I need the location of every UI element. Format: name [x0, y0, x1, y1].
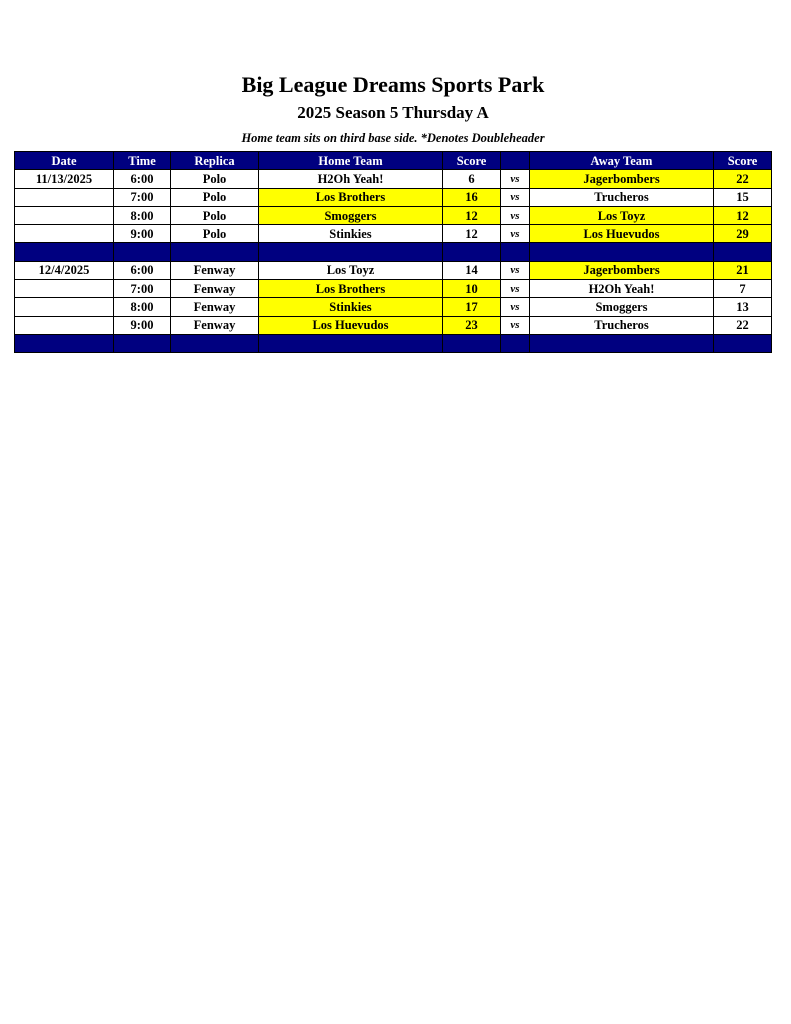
game-time: 7:00 [114, 188, 171, 206]
schedule-body [15, 170, 772, 353]
separator-cell [501, 334, 530, 352]
vs-label: vs [501, 206, 530, 224]
game-date [15, 188, 114, 206]
separator-cell [114, 243, 171, 261]
game-field: Polo [171, 206, 259, 224]
game-time: 8:00 [114, 298, 171, 316]
separator-cell [15, 243, 114, 261]
home-score: 16 [443, 188, 501, 206]
game-date: 12/4/2025 [15, 261, 114, 279]
game-row [15, 206, 772, 224]
home-score: 6 [443, 170, 501, 188]
home-score: 17 [443, 298, 501, 316]
separator-cell [443, 243, 501, 261]
game-time: 6:00 [114, 261, 171, 279]
away-score: 29 [714, 225, 772, 243]
week-separator-row [15, 243, 772, 261]
game-field: Fenway [171, 316, 259, 334]
home-score: 12 [443, 225, 501, 243]
away-team: Jagerbombers [530, 261, 714, 279]
away-team: Trucheros [530, 316, 714, 334]
away-score: 7 [714, 280, 772, 298]
game-time: 6:00 [114, 170, 171, 188]
game-date [15, 225, 114, 243]
game-time: 9:00 [114, 225, 171, 243]
separator-cell [714, 334, 772, 352]
away-score: 21 [714, 261, 772, 279]
game-field: Fenway [171, 280, 259, 298]
separator-cell [171, 334, 259, 352]
separator-cell [530, 334, 714, 352]
separator-cell [259, 243, 443, 261]
away-team: Los Huevudos [530, 225, 714, 243]
game-date [15, 206, 114, 224]
vs-label: vs [501, 298, 530, 316]
away-team: Los Toyz [530, 206, 714, 224]
away-team: Smoggers [530, 298, 714, 316]
game-date [15, 316, 114, 334]
col-header-home-score: Score [443, 152, 501, 170]
vs-label: vs [501, 316, 530, 334]
game-field: Polo [171, 225, 259, 243]
game-row [15, 298, 772, 316]
home-team: H2Oh Yeah! [259, 170, 443, 188]
home-team: Los Brothers [259, 280, 443, 298]
home-team: Los Brothers [259, 188, 443, 206]
game-date [15, 280, 114, 298]
home-team: Los Toyz [259, 261, 443, 279]
vs-label: vs [501, 170, 530, 188]
away-score: 22 [714, 170, 772, 188]
away-team: Jagerbombers [530, 170, 714, 188]
separator-cell [714, 243, 772, 261]
game-row [15, 188, 772, 206]
col-header-vs [501, 152, 530, 170]
away-score: 13 [714, 298, 772, 316]
game-row [15, 170, 772, 188]
home-team: Stinkies [259, 225, 443, 243]
col-header-date: Date [15, 152, 114, 170]
separator-cell [171, 243, 259, 261]
page-title: Big League Dreams Sports Park [241, 72, 545, 97]
game-date [15, 298, 114, 316]
separator-cell [443, 334, 501, 352]
away-team: Trucheros [530, 188, 714, 206]
vs-label: vs [501, 225, 530, 243]
separator-cell [114, 334, 171, 352]
home-score: 12 [443, 206, 501, 224]
page-note: Home team sits on third base side. *Denotes Doubleheader [241, 131, 545, 145]
col-header-time: Time [114, 152, 171, 170]
home-team: Smoggers [259, 206, 443, 224]
col-header-home-team: Home Team [259, 152, 443, 170]
away-team: H2Oh Yeah! [530, 280, 714, 298]
game-time: 8:00 [114, 206, 171, 224]
game-time: 7:00 [114, 280, 171, 298]
page-subtitle: 2025 Season 5 Thursday A [297, 103, 489, 122]
game-field: Fenway [171, 261, 259, 279]
game-time: 9:00 [114, 316, 171, 334]
home-score: 14 [443, 261, 501, 279]
col-header-replica: Replica [171, 152, 259, 170]
home-score: 10 [443, 280, 501, 298]
game-date: 11/13/2025 [15, 170, 114, 188]
game-field: Fenway [171, 298, 259, 316]
col-header-away-team: Away Team [530, 152, 714, 170]
home-team: Stinkies [259, 298, 443, 316]
home-score: 23 [443, 316, 501, 334]
header-row [15, 152, 772, 170]
home-team: Los Huevudos [259, 316, 443, 334]
away-score: 15 [714, 188, 772, 206]
week-separator-row [15, 334, 772, 352]
game-row [15, 225, 772, 243]
game-field: Polo [171, 170, 259, 188]
separator-cell [259, 334, 443, 352]
game-field: Polo [171, 188, 259, 206]
col-header-away-score: Score [714, 152, 772, 170]
vs-label: vs [501, 261, 530, 279]
separator-cell [530, 243, 714, 261]
separator-cell [15, 334, 114, 352]
game-row [15, 316, 772, 334]
away-score: 22 [714, 316, 772, 334]
vs-label: vs [501, 188, 530, 206]
away-score: 12 [714, 206, 772, 224]
game-row [15, 261, 772, 279]
vs-label: vs [501, 280, 530, 298]
game-row [15, 280, 772, 298]
separator-cell [501, 243, 530, 261]
schedule-table [14, 151, 772, 353]
